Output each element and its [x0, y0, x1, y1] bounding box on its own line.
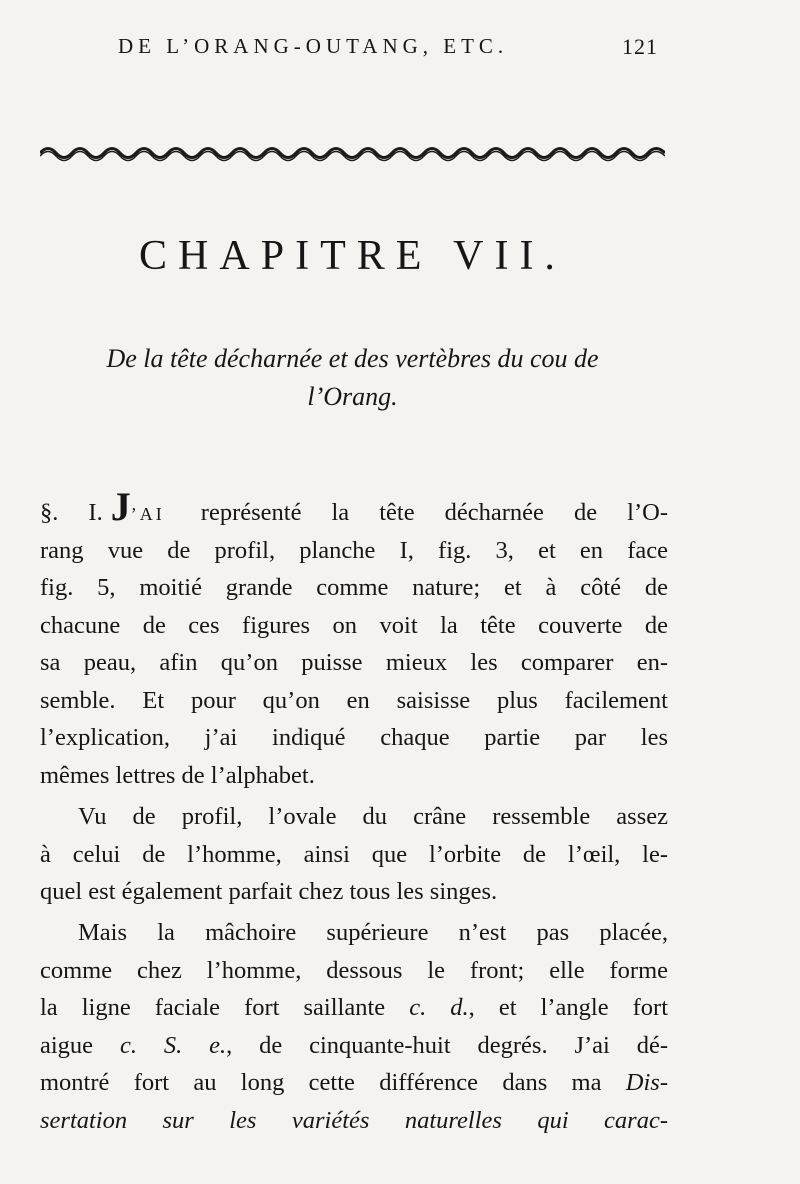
text-line: Mais la mâchoire supérieure n’est pas placée,: [78, 919, 668, 946]
text-run: aigue: [40, 1031, 120, 1059]
paragraph-2: [40, 798, 668, 911]
text-line: [40, 484, 668, 532]
text-line: [40, 1064, 668, 1102]
text-line: à celui de l’homme, ainsi que l’orbite de l’œil, le-: [40, 840, 668, 868]
small-caps: ’AI: [130, 504, 165, 524]
text-line-content: représenté la tête décharnée de l’O-: [200, 499, 668, 526]
text-line: quel est également parfait chez tous les singes.: [40, 878, 498, 905]
text-run: , et l’angle fort: [468, 994, 669, 1021]
text-line: [40, 1102, 668, 1140]
italic-reference: c. S. e.: [119, 1031, 227, 1059]
italic-title: Dis-: [625, 1069, 668, 1096]
text-line: rang vue de profil, planche I, fig. 3, et en face: [40, 536, 668, 564]
subtitle-line: De la tête décharnée et des vertèbres du cou de: [106, 344, 599, 373]
text-line: sa peau, afin qu’on puisse mieux les comparer en-: [40, 649, 668, 676]
text-line: mêmes lettres de l’alphabet.: [40, 761, 315, 789]
text-line: semble. Et pour qu’on en saisisse plus facilement: [40, 686, 668, 714]
chapter-title: CHAPITRE VII.: [139, 233, 566, 279]
text-line: [40, 989, 668, 1027]
drop-cap: J: [110, 484, 131, 529]
section-mark: §. I.: [40, 499, 103, 526]
subtitle-line: l’Orang.: [307, 382, 398, 411]
paragraph-3: [40, 914, 668, 1139]
chapter-subtitle: [40, 340, 665, 416]
text-run: montré fort au long cette différence dans ma: [40, 1069, 626, 1096]
text-line: l’explication, j’ai indiqué chaque partie par les: [40, 724, 668, 751]
text-line: chacune de ces figures on voit la tête couverte de: [40, 611, 668, 639]
running-title: DE L’ORANG-OUTANG, ETC.: [118, 34, 509, 58]
wavy-rule-ornament: [40, 140, 665, 166]
text-line: Vu de profil, l’ovale du crâne ressemble assez: [78, 803, 668, 830]
text-run: la ligne faciale fort saillante: [40, 994, 410, 1021]
text-run: , de cinquante-huit degrés. J’ai dé-: [226, 1031, 669, 1059]
paragraph-1: [40, 484, 668, 794]
page-number: 121: [622, 34, 658, 59]
running-header: [118, 30, 658, 66]
italic-reference: c. d.: [409, 994, 469, 1021]
text-line: fig. 5, moitié grande comme nature; et à côté de: [40, 574, 668, 601]
text-line: [40, 1027, 668, 1065]
text-line: comme chez l’homme, dessous le front; elle forme: [40, 956, 668, 984]
italic-title: sertation sur les variétés naturelles qui carac-: [40, 1106, 668, 1134]
